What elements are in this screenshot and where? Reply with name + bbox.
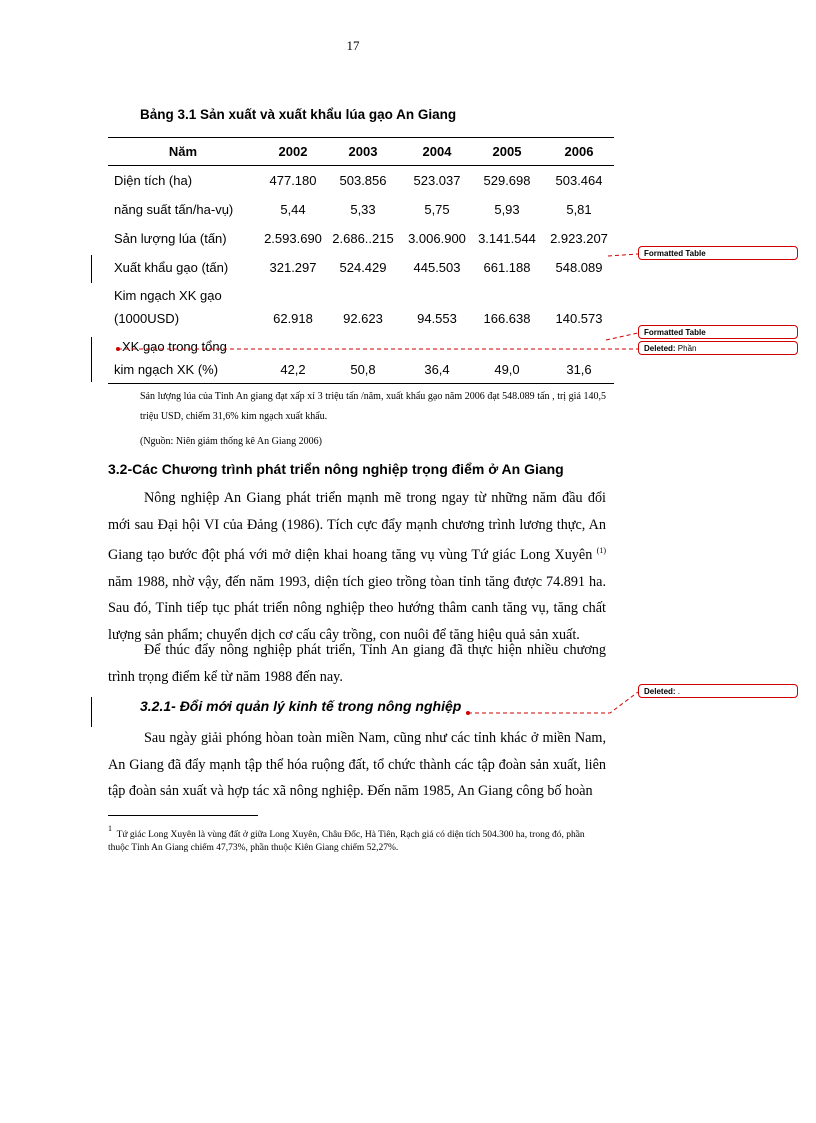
table-cell: 42,2 bbox=[280, 362, 306, 377]
paragraph-text: năm 1988, nhờ vậy, đến năm 1993, diện tích gieo trồng tòan tỉnh tăng được 74.891 ha. Sau đó, Tỉnh tiếp tục phát triển nông nghiệp theo hướng thâm canh tăng vụ, tăng chất lượng sản phẩm; chuyển dịch cơ cấu cây trồng, con nuôi để tăng hiệu quả sản xuất. bbox=[108, 573, 606, 643]
table-cell: 36,4 bbox=[424, 362, 450, 377]
anchor-dot bbox=[116, 347, 120, 351]
row-label: Xuất khẩu gạo (tấn) bbox=[114, 260, 229, 275]
header-2004: 2004 bbox=[422, 144, 452, 159]
table-cell: 140.573 bbox=[555, 311, 603, 326]
table-cell: 3.006.900 bbox=[408, 231, 466, 246]
header-2003: 2003 bbox=[348, 144, 378, 159]
paragraph-text: Nông nghiệp An Giang phát triển mạnh mẽ trong ngay từ những năm đầu đổi mới sau Đại hội VI của Đảng (1986). Tích cực đẩy mạnh chương trình lương thực, An Giang tạo bước đột phá với mở diện khai hoang tăng vụ vùng Tứ giác Long Xuyên bbox=[108, 490, 606, 563]
table-cell: 321.297 bbox=[269, 260, 317, 275]
comment-balloon[interactable] bbox=[638, 325, 798, 339]
table-cell: 31,6 bbox=[566, 362, 592, 377]
table-cell: 2.923.207 bbox=[550, 231, 608, 246]
page-number: 17 bbox=[346, 38, 360, 53]
comment-kind: Formatted Table bbox=[644, 328, 706, 337]
paragraph-text: Sau ngày giải phóng hòan toàn miền Nam, cũng như các tỉnh khác ở miền Nam, An Giang đã đẩy mạnh tập thể hóa ruộng đất, tổ chức thành các tập đoàn sản xuất, liên tập đoàn sản xuất và hợp tác xã nông nghiệp. Đến năm 1985, An Giang công bố hoàn bbox=[108, 730, 606, 799]
comment-kind: Deleted: bbox=[644, 344, 676, 353]
comment-kind: Formatted Table bbox=[644, 249, 706, 258]
table-caption: Bảng 3.1 Sản xuất và xuất khẩu lúa gạo An Giang bbox=[140, 107, 457, 122]
header-2006: 2006 bbox=[564, 144, 594, 159]
table-cell: 2.593.690 bbox=[264, 231, 322, 246]
comment-balloon[interactable] bbox=[638, 684, 798, 698]
table-cell: 503.464 bbox=[555, 173, 603, 188]
footnote-text: Tứ giác Long Xuyên là vùng đất ở giữa Long Xuyên, Châu Đốc, Hà Tiên, Rạch giá có diện tích 504.300 ha, trong đó, phần thuộc Tỉnh An Giang chiếm 47,73%, phần thuộc Kiên Giang chiếm 52,27%. bbox=[108, 830, 585, 853]
table-cell: 94.553 bbox=[417, 311, 457, 326]
header-2005: 2005 bbox=[492, 144, 522, 159]
section-heading: 3.2-Các Chương trình phát triển nông nghiệp trọng điểm ở An Giang bbox=[108, 461, 564, 477]
header-year-label: Năm bbox=[168, 144, 198, 159]
table-note: Sản lượng lúa của Tỉnh An giang đạt xấp xỉ 3 triệu tấn /năm, xuất khẩu gạo năm 2006 đạt 548.089 tấn , trị giá 140,5 triệu USD, chiếm 31,6% kim ngạch xuất khẩu. bbox=[140, 391, 606, 422]
paragraph-text: Để thúc đẩy nông nghiệp phát triển, Tỉnh An giang đã thực hiện nhiều chương trình trọng điểm kể từ năm 1988 đến nay. bbox=[108, 642, 606, 685]
leader-line bbox=[468, 692, 638, 713]
table-cell: 661.188 bbox=[483, 260, 531, 275]
table-cell: 548.089 bbox=[555, 260, 603, 275]
table-cell: 529.698 bbox=[483, 173, 531, 188]
subsection-heading: 3.2.1- Đổi mới quản lý kinh tế trong nông nghiệp bbox=[140, 698, 462, 714]
comment-kind: Deleted: bbox=[644, 687, 676, 696]
leader-line bbox=[608, 254, 638, 256]
row-label-line2: kim ngạch XK (%) bbox=[114, 362, 219, 377]
table-cell: 166.638 bbox=[483, 311, 531, 326]
header-2002: 2002 bbox=[278, 144, 308, 159]
table-cell: 5,75 bbox=[424, 202, 450, 217]
row-label: Diện tích (ha) bbox=[114, 173, 193, 188]
table-cell: 503.856 bbox=[339, 173, 387, 188]
table-cell: 5,33 bbox=[350, 202, 376, 217]
table-cell: 445.503 bbox=[413, 260, 461, 275]
table-cell: 50,8 bbox=[350, 362, 376, 377]
table-cell: 477.180 bbox=[269, 173, 317, 188]
comment-detail: Phần bbox=[677, 344, 697, 353]
row-label: XK gạo trong tổng bbox=[122, 339, 227, 354]
table-cell: 92.623 bbox=[343, 311, 383, 326]
footnote-marker: 1 bbox=[108, 824, 112, 833]
table-cell: 523.037 bbox=[413, 173, 461, 188]
table-cell: 5,44 bbox=[280, 202, 306, 217]
row-label: năng suất tấn/ha-vụ) bbox=[114, 202, 234, 217]
table-cell: 5,81 bbox=[566, 202, 592, 217]
row-label-line2: (1000USD) bbox=[114, 311, 180, 326]
row-label: Kim ngạch XK gạo bbox=[114, 288, 222, 303]
comment-balloon[interactable] bbox=[638, 246, 798, 260]
comment-balloon[interactable] bbox=[638, 341, 798, 355]
leader-line bbox=[606, 333, 638, 340]
table-cell: 524.429 bbox=[339, 260, 387, 275]
footnote-reference[interactable]: (1) bbox=[596, 546, 606, 555]
table-source: (Nguồn: Niên giám thống kê An Giang 2006) bbox=[140, 436, 322, 447]
table-cell: 62.918 bbox=[273, 311, 313, 326]
row-label: Sản lượng lúa (tấn) bbox=[114, 231, 227, 246]
table-cell: 2.686..215 bbox=[332, 231, 394, 246]
table-cell: 49,0 bbox=[494, 362, 520, 377]
anchor-dot bbox=[466, 711, 470, 715]
comment-detail: . bbox=[677, 687, 681, 696]
table-cell: 5,93 bbox=[494, 202, 520, 217]
table-cell: 3.141.544 bbox=[478, 231, 536, 246]
